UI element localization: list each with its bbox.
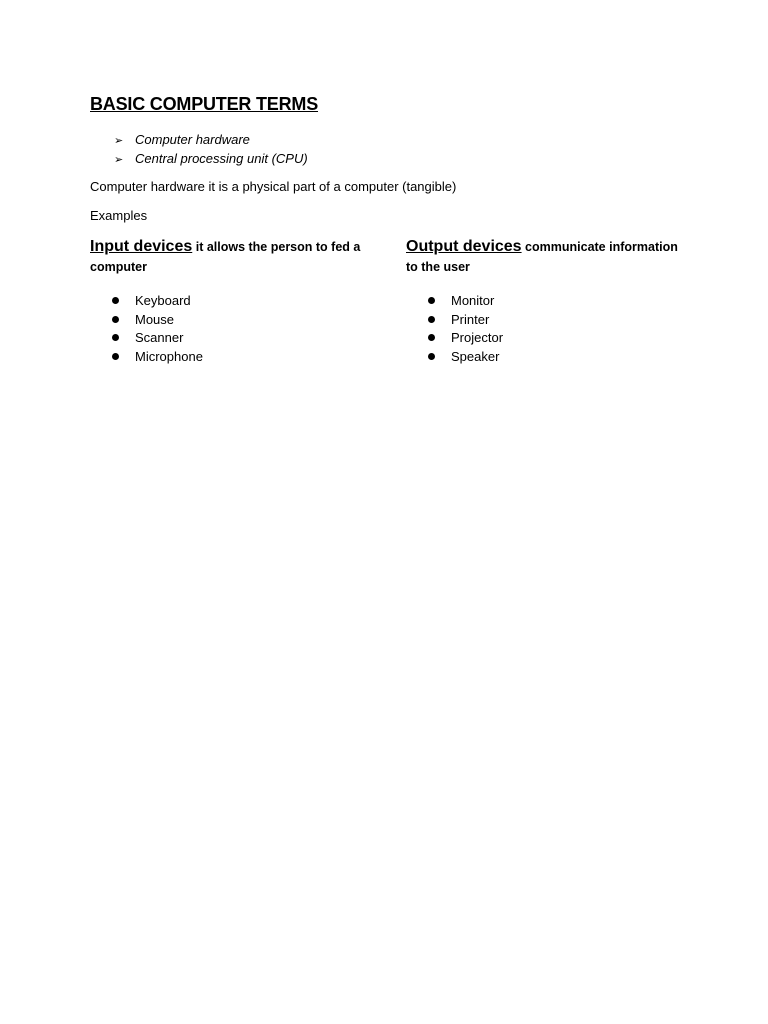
bullet-dot-icon [112, 316, 119, 323]
list-item [90, 292, 370, 311]
input-devices-list [90, 292, 370, 366]
hardware-definition: Computer hardware it is a physical part of a computer (tangible) [90, 179, 457, 194]
list-item [406, 348, 686, 367]
document-title: BASIC COMPUTER TERMS [90, 94, 319, 114]
list-item-label: Projector [451, 330, 504, 346]
arrow-bullet-icon: ➢ [114, 154, 124, 166]
list-item-label: Speaker [451, 348, 500, 364]
list-item [406, 329, 686, 348]
bullet-dot-icon [112, 297, 119, 304]
examples-label: Examples [90, 208, 148, 223]
output-devices-section [406, 237, 686, 366]
list-item-label: Keyboard [135, 293, 191, 308]
topic-list [114, 130, 308, 168]
list-item-label: Printer [451, 311, 490, 327]
list-item [90, 311, 370, 330]
output-devices-title: Output devices [406, 238, 522, 255]
bullet-dot-icon [112, 353, 119, 360]
topic-item [114, 130, 308, 149]
arrow-bullet-icon: ➢ [114, 135, 124, 147]
topic-label: Computer hardware [135, 132, 250, 147]
input-devices-section [90, 237, 370, 366]
topic-item [114, 149, 308, 168]
input-devices-description: it allows the person to fed a computer [90, 240, 361, 274]
list-item-label: Microphone [135, 348, 203, 364]
bullet-dot-icon [428, 353, 435, 360]
list-item [90, 329, 370, 348]
output-devices-heading [406, 237, 686, 277]
output-devices-description: communicate information to the user [406, 240, 678, 274]
list-item [90, 348, 370, 367]
bullet-dot-icon [428, 316, 435, 323]
input-devices-heading [90, 237, 370, 277]
list-item-label: Mouse [135, 311, 175, 327]
bullet-dot-icon [428, 297, 435, 304]
bullet-dot-icon [112, 334, 119, 341]
list-item-label: Scanner [135, 330, 184, 346]
bullet-dot-icon [428, 334, 435, 341]
output-devices-list [406, 292, 686, 366]
input-devices-title: Input devices [90, 238, 193, 255]
list-item [406, 292, 686, 311]
topic-label: Central processing unit (CPU) [135, 151, 308, 166]
list-item [406, 311, 686, 330]
list-item-label: Monitor [451, 293, 495, 308]
